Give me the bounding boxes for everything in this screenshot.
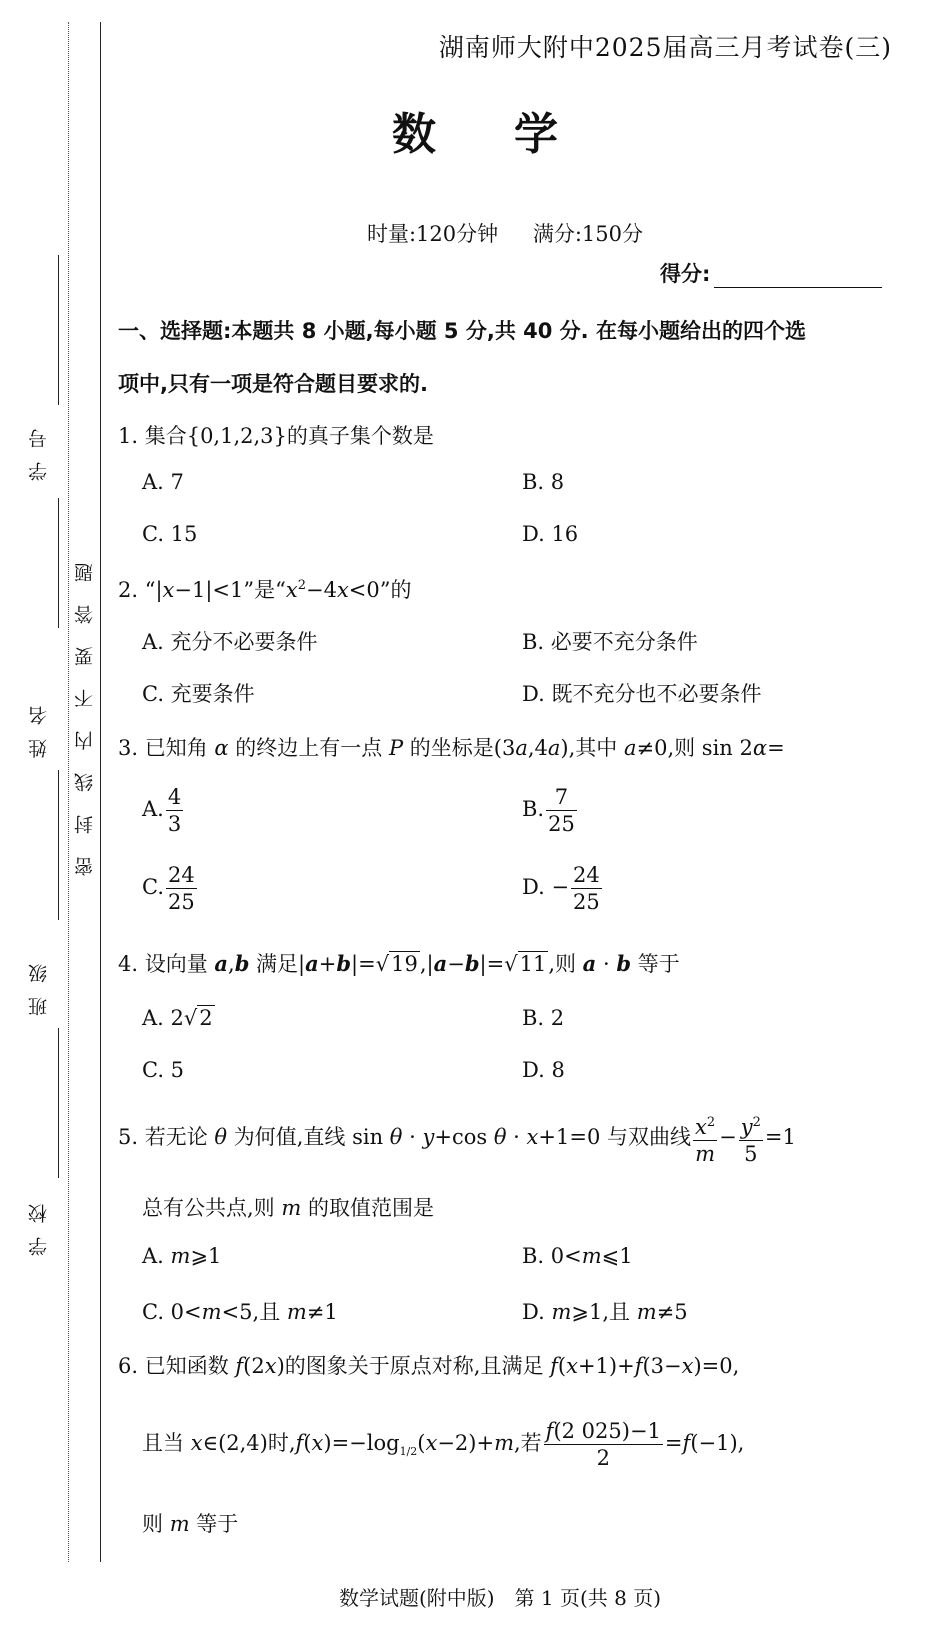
fraction: $\frac{y^2}{5}$ (740, 1115, 761, 1166)
question-1-stem: 1. 集合{0,1,2,3}的真子集个数是 (118, 424, 434, 448)
name-line-top (58, 498, 59, 628)
time-limit: 时量:120分钟 (366, 222, 499, 246)
name-line (58, 770, 59, 920)
q3-option-c: C. $\frac{24}{25}$ (142, 863, 195, 914)
question-6-stem: 6. 已知函数 f(2x)的图象关于原点对称,且满足 f(x+1)+f(3−x)=0, (118, 1354, 740, 1378)
section-heading-line1: 一、选择题:本题共 8 小题,每小题 5 分,共 40 分. 在每小题给出的四个选 (118, 319, 806, 343)
class-line (58, 1028, 59, 1178)
question-4-stem: 4. 设向量 a,b 满足|a+b|=√19,|a−b|=√11,则 a · b 等于 (118, 951, 680, 976)
fraction: $\frac{f(2 025)-1}{2}$ (545, 1419, 661, 1470)
question-5-stem-line2: 总有公共点,则 m 的取值范围是 (142, 1196, 434, 1220)
question-5-stem: 5. 若无论 θ 为何值,直线 sin θ · y+cos θ · x+1=0 与双曲线 $\frac{x^2}{m}$ − $\frac{y^2}{5}$ =1 (118, 1110, 796, 1167)
question-3-stem: 3. 已知角 α 的终边上有一点 P 的坐标是(3a,4a),其中 a≠0,则 sin 2α= (118, 736, 785, 760)
q3-option-b: B. $\frac{7}{25}$ (522, 785, 575, 836)
full-score: 满分:150分 (532, 222, 644, 246)
subject-title: 数学 (392, 109, 636, 160)
field-name-label: 姓名 (28, 692, 50, 758)
score-label: 得分: (660, 262, 711, 286)
q5-option-b: B. 0<m⩽1 (522, 1244, 633, 1268)
q2-option-d: D. 既不充分也不必要条件 (522, 682, 762, 706)
q4-option-d: D. 8 (522, 1058, 565, 1082)
q5-option-a: A. m⩾1 (142, 1244, 222, 1268)
q1-option-a: A. 7 (142, 470, 184, 494)
q2-option-a: A. 充分不必要条件 (142, 630, 318, 654)
q1-option-b: B. 8 (522, 470, 565, 494)
exam-meta (0, 218, 950, 248)
q5-option-c: C. 0<m<5,且 m≠1 (142, 1300, 338, 1324)
page-footer: 数学试题(附中版) 第 1 页(共 8 页) (338, 1586, 662, 1610)
q2-option-b: B. 必要不充分条件 (522, 630, 698, 654)
fraction: $\frac{24}{25}$ (168, 863, 195, 914)
q3-option-a: A. $\frac{4}{3}$ (142, 785, 182, 836)
score-blank (714, 265, 882, 288)
score-field (660, 258, 882, 288)
fraction: $\frac{x^2}{m}$ (694, 1115, 716, 1166)
binding-border-line (100, 22, 101, 1562)
field-student-number-label: 学号 (28, 415, 50, 481)
fraction: $\frac{4}{3}$ (167, 785, 182, 836)
q4-option-b: B. 2 (522, 1006, 565, 1030)
q2-option-c: C. 充要条件 (142, 682, 255, 706)
exam-title: 湖南师大附中2025届高三月考试卷(三) (438, 33, 892, 62)
q3-option-d: D. − $\frac{24}{25}$ (522, 863, 600, 914)
q5-option-d: D. m⩾1,且 m≠5 (522, 1300, 688, 1324)
question-2-stem: 2. “|x−1|<1”是“$x^2-4x<0$”的 (118, 578, 412, 602)
student-number-line (58, 255, 59, 405)
section-heading-line2: 项中,只有一项是符合题目要求的. (118, 372, 428, 396)
dotted-cut-line (68, 22, 69, 1562)
fraction: $\frac{7}{25}$ (548, 785, 575, 836)
question-6-stem-line3: 则 m 等于 (142, 1512, 239, 1536)
q1-option-c: C. 15 (142, 522, 198, 546)
q1-option-d: D. 16 (522, 522, 579, 546)
seal-warning: 密封线内不要答题 (74, 540, 96, 876)
question-6-stem-line2: 且当 x∈(2,4)时$,f(x)=-\log_{1/2}(x-2)+m$,若 $\frac{f(2 025)-1}{2}$ =f(−1), (142, 1419, 745, 1470)
field-class-label: 班级 (28, 950, 50, 1016)
q4-option-c: C. 5 (142, 1058, 185, 1082)
fraction: $\frac{24}{25}$ (573, 863, 600, 914)
field-school-label: 学校 (28, 1190, 50, 1256)
q4-option-a: A. 2√2 (142, 1006, 213, 1030)
